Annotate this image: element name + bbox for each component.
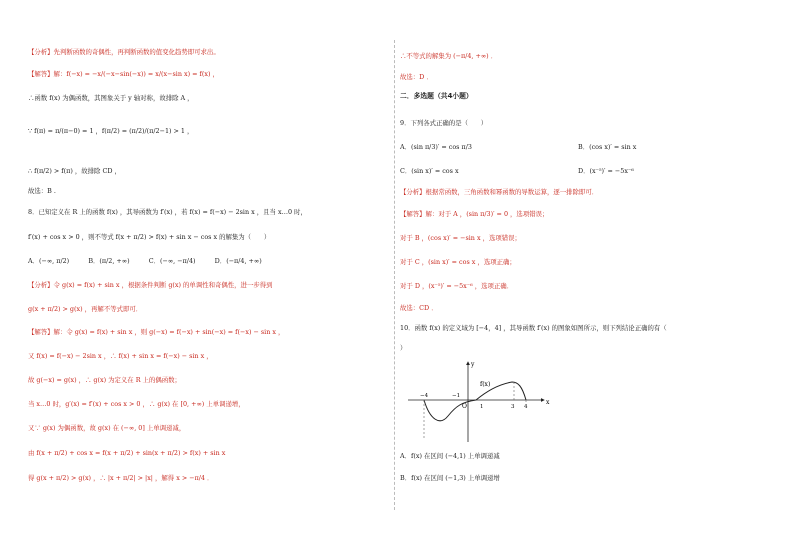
answer-line: 对于 D ，(x⁻⁵)′ = −5x⁻⁶ ，选项正确． [400, 282, 514, 290]
axis-y-label: y [471, 361, 475, 368]
answer-line: 【解答】解：f(−x) = −x/(−x−sin(−x)) = x/(x−sin x) = f(x) ， [28, 70, 219, 78]
question-8-options: A．(−∞, π/2) B．(π/2, +∞) C．(−∞, −π/4) D．(−π/4, +∞) [28, 257, 262, 265]
answer-line: 故 g(−x) = g(x) ，∴ g(x) 为定义在 R 上的偶函数； [28, 376, 181, 384]
question-9-stem: 9．下列各式正确的是（ ） [400, 119, 488, 127]
analysis-line: 【分析】先判断函数的奇偶性，再判断函数的值变化趋势即可求出。 [28, 48, 220, 56]
answer-line: 又 f(x) = f(−x) − 2sin x ，∴ f(x) + sin x = f(−x) − sin x ， [28, 352, 213, 360]
solution-line: ∴函数 f(x) 为偶函数，其图象关于 y 轴对称，故排除 A ， [28, 94, 194, 102]
option-d: D．(x⁻⁵)′ = −5x⁻⁶ [578, 167, 634, 175]
answer-line: 【解答】解：令 g(x) = f(x) + sin x ，则 g(−x) = f(−x) + sin(−x) = f(−x) − sin x ， [28, 328, 285, 336]
question-10-stem: 10．函数 f(x) 的定义域为 [−4，4] ，其导函数 f′(x) 的图象如图所示，则下列结论正确的有（ [400, 324, 667, 332]
answer-line: 对于 C ，(sin x)′ = cos x ，选项正确； [400, 258, 516, 266]
origin-label: O [462, 403, 467, 410]
analysis-line: g(x + π/2) > g(x) ，再解不等式即可． [28, 305, 143, 313]
answer-line: 【解答】解：对于 A ，(sin π/3)′ = 0 ，选项错误； [400, 210, 549, 218]
curve-label: f(x) [480, 381, 491, 388]
tick-label: −1 [452, 393, 461, 399]
left-column [28, 0, 390, 560]
choice-line: 故选：CD ． [400, 304, 438, 312]
question-10-stem: ） [400, 344, 407, 352]
solution-line: ∵ f(π) = π/(π−0) = 1 ，f(π/2) = (π/2)/(π/2−1) > 1 ， [28, 127, 194, 135]
question-8-stem: f′(x) + cos x > 0 ，则不等式 f(x + π/2) > f(x) + sin x − cos x 的解集为（ ） [28, 233, 271, 241]
option-a: A．(sin π/3)′ = cos π/3 [400, 143, 472, 151]
analysis-line: 【分析】根据常函数，三角函数和幂函数的导数运算，逐一排除即可． [400, 188, 599, 196]
option-c: C．(sin x)′ = cos x [400, 167, 459, 175]
choice-line: 故选：B . [28, 187, 56, 195]
answer-line: 当 x…0 时，g′(x) = f′(x) + cos x > 0 ，∴ g(x) 在 [0, +∞) 上单调递增， [28, 400, 245, 408]
axis-x-label: x [546, 399, 550, 406]
answer-line: 由 f(x + π/2) + cos x = f(x + π/2) + sin(x + π/2) > f(x) + sin x [28, 449, 226, 457]
answer-line: 得 g(x + π/2) > g(x) ，∴ |x + π/2| > |x| ，解得 x > −π/4 ． [28, 474, 214, 482]
choice-line: 故选：D ． [400, 73, 433, 81]
option-b: B．(cos x)′ = sin x [578, 143, 637, 151]
answer-line: 又∵ g(x) 为偶函数，故 g(x) 在 (−∞, 0] 上单调递减， [28, 424, 186, 432]
option-a: A．f(x) 在区间 (−4,1) 上单调递减 [400, 452, 500, 460]
tick-label: 4 [524, 404, 528, 410]
option-b: B．f(x) 在区间 (−1,3) 上单调递增 [400, 474, 500, 482]
derivative-curve [424, 382, 526, 421]
section-heading: 二．多选题（共4小题） [400, 92, 473, 100]
analysis-line: 【分析】令 g(x) = f(x) + sin x ，根据条件判断 g(x) 的单调性和奇偶性，进一步得到 [28, 281, 273, 289]
tick-label: 3 [511, 404, 515, 410]
solution-line: ∴ f(π/2) > f(π) ，故排除 CD ， [28, 167, 121, 175]
column-divider [394, 40, 395, 510]
tick-label: −4 [420, 393, 429, 399]
derivative-graph [404, 356, 564, 446]
question-8-stem: 8．已知定义在 R 上的函数 f(x) ，其导函数为 f′(x) ，若 f(x) = f(−x) − 2sin x ，且当 x…0 时， [28, 208, 307, 216]
answer-line: 对于 B ，(cos x)′ = −sin x ，选项错误； [400, 234, 521, 242]
right-column [400, 0, 772, 560]
answer-line: ∴不等式的解集为 (−π/4, +∞) ． [400, 52, 498, 60]
tick-label: 1 [480, 404, 484, 410]
